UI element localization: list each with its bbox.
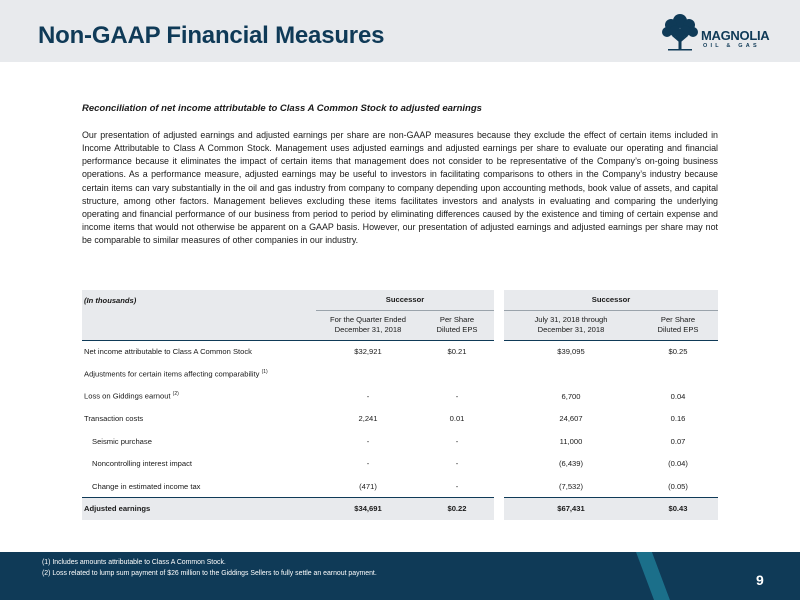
footnotes bbox=[42, 557, 377, 579]
row-label: Seismic purchase bbox=[92, 436, 152, 446]
cell-value: 24,607 bbox=[559, 414, 583, 424]
footnote-2: (2) Loss related to lump sum payment of $26 million to the Giddings Sellers to fully settle an earnout payment. bbox=[42, 570, 377, 577]
row-label: Change in estimated income tax bbox=[92, 481, 201, 491]
cell-value: $32,921 bbox=[354, 347, 382, 356]
row-label: Adjustments for certain items affecting comparability bbox=[84, 369, 260, 379]
cell-value: - bbox=[455, 436, 459, 446]
row-label: Loss on Giddings earnout bbox=[84, 392, 171, 402]
cell-value: $39,095 bbox=[557, 347, 585, 356]
footnote-1: (1) Includes amounts attributable to Class A Common Stock. bbox=[42, 559, 226, 566]
cell-value: $0.25 bbox=[668, 347, 688, 356]
cell-value: - bbox=[455, 459, 459, 469]
page-title: Non-GAAP Financial Measures bbox=[38, 22, 385, 49]
company-logo bbox=[660, 12, 780, 54]
table-row bbox=[82, 363, 718, 386]
table-row bbox=[82, 408, 718, 431]
col-header-eps-quarter: Per Share Diluted EPS bbox=[420, 310, 494, 340]
table-header-row bbox=[82, 290, 718, 310]
reconciliation-table bbox=[82, 290, 718, 520]
description-paragraph: Our presentation of adjusted earnings and adjusted earnings per share are non-GAAP measures because they exclude the effect of certain items included in Income Attributable to Class A Common Stock. Management uses adjusted earnings and adjusted earnings per share to evaluate our operating and financial performance because it eliminates the impact of certain items that management does not consider to be representative of the Company’s on-going business operations. As a performance measure, adjusted earnings may be useful to investors in facilitating comparisons to others in the Company’s industry because certain items can vary substantially in the oil and gas industry from company to company depending upon accounting methods, book value of assets, and capital structure, among other factors. Management believes excluding these items facilitates investors and analysts in evaluating and comparing the underlying operating and financial performance of our business from period to period by eliminating differences caused by the existence and timing of certain expense and income items that would not otherwise be apparent on a GAAP basis. However, our presentation of adjusted earnings and adjusted earnings per share may not be comparable to similar measures of other companies in our industry. bbox=[82, 130, 718, 246]
page-number: 9 bbox=[756, 572, 764, 588]
cell-value: 0.16 bbox=[670, 414, 686, 424]
cell-value: (471) bbox=[359, 481, 377, 491]
cell-value: (0.05) bbox=[668, 481, 688, 491]
footnote-ref: (1) bbox=[261, 368, 268, 375]
table-row bbox=[82, 385, 718, 408]
section-subtitle: Reconciliation of net income attributable to Class A Common Stock to adjusted earnings bbox=[82, 103, 482, 114]
cell-value: - bbox=[366, 436, 370, 446]
cell-value: - bbox=[455, 391, 459, 401]
cell-value: - bbox=[366, 459, 370, 469]
footnote-ref: (2) bbox=[172, 391, 179, 398]
group-header-successor-quarter: Successor bbox=[316, 290, 494, 310]
units-label: (In thousands) bbox=[82, 290, 316, 310]
cell-value: 11,000 bbox=[559, 436, 583, 446]
col-header-eps-period: Per Share Diluted EPS bbox=[638, 310, 718, 340]
col-header-quarter: For the Quarter Ended December 31, 2018 bbox=[316, 310, 420, 340]
cell-value: 0.01 bbox=[449, 414, 465, 424]
cell-value: (0.04) bbox=[668, 459, 688, 469]
table-row bbox=[82, 475, 718, 498]
cell-value: (6,439) bbox=[558, 459, 584, 469]
cell-value: 0.04 bbox=[670, 391, 686, 401]
cell-value: - bbox=[366, 391, 370, 401]
total-row bbox=[82, 498, 718, 520]
cell-value: 6,700 bbox=[561, 391, 581, 401]
cell-value: $67,431 bbox=[504, 498, 638, 520]
logo-tagline: OIL & GAS bbox=[703, 43, 760, 49]
cell-value: $34,691 bbox=[316, 498, 420, 520]
table-row bbox=[82, 453, 718, 476]
logo-wordmark: MAGNOLIA bbox=[701, 28, 770, 43]
group-header-successor-period: Successor bbox=[504, 290, 718, 310]
column-header-row bbox=[82, 310, 718, 340]
table-row bbox=[82, 430, 718, 453]
cell-value: $0.43 bbox=[638, 498, 718, 520]
cell-value: 0.07 bbox=[670, 436, 686, 446]
magnolia-tree-icon bbox=[660, 12, 700, 54]
total-label: Adjusted earnings bbox=[82, 498, 316, 520]
col-header-period: July 31, 2018 through December 31, 2018 bbox=[504, 310, 638, 340]
cell-value: (7,532) bbox=[558, 481, 584, 491]
cell-value: $0.22 bbox=[420, 498, 494, 520]
table-row bbox=[82, 340, 718, 363]
row-label: Transaction costs bbox=[84, 414, 144, 424]
cell-value: $0.21 bbox=[447, 347, 467, 356]
cell-value: 2,241 bbox=[358, 414, 378, 424]
row-label: Net income attributable to Class A Common Stock bbox=[84, 347, 252, 356]
cell-value: - bbox=[455, 481, 459, 491]
row-label: Noncontrolling interest impact bbox=[92, 459, 193, 469]
